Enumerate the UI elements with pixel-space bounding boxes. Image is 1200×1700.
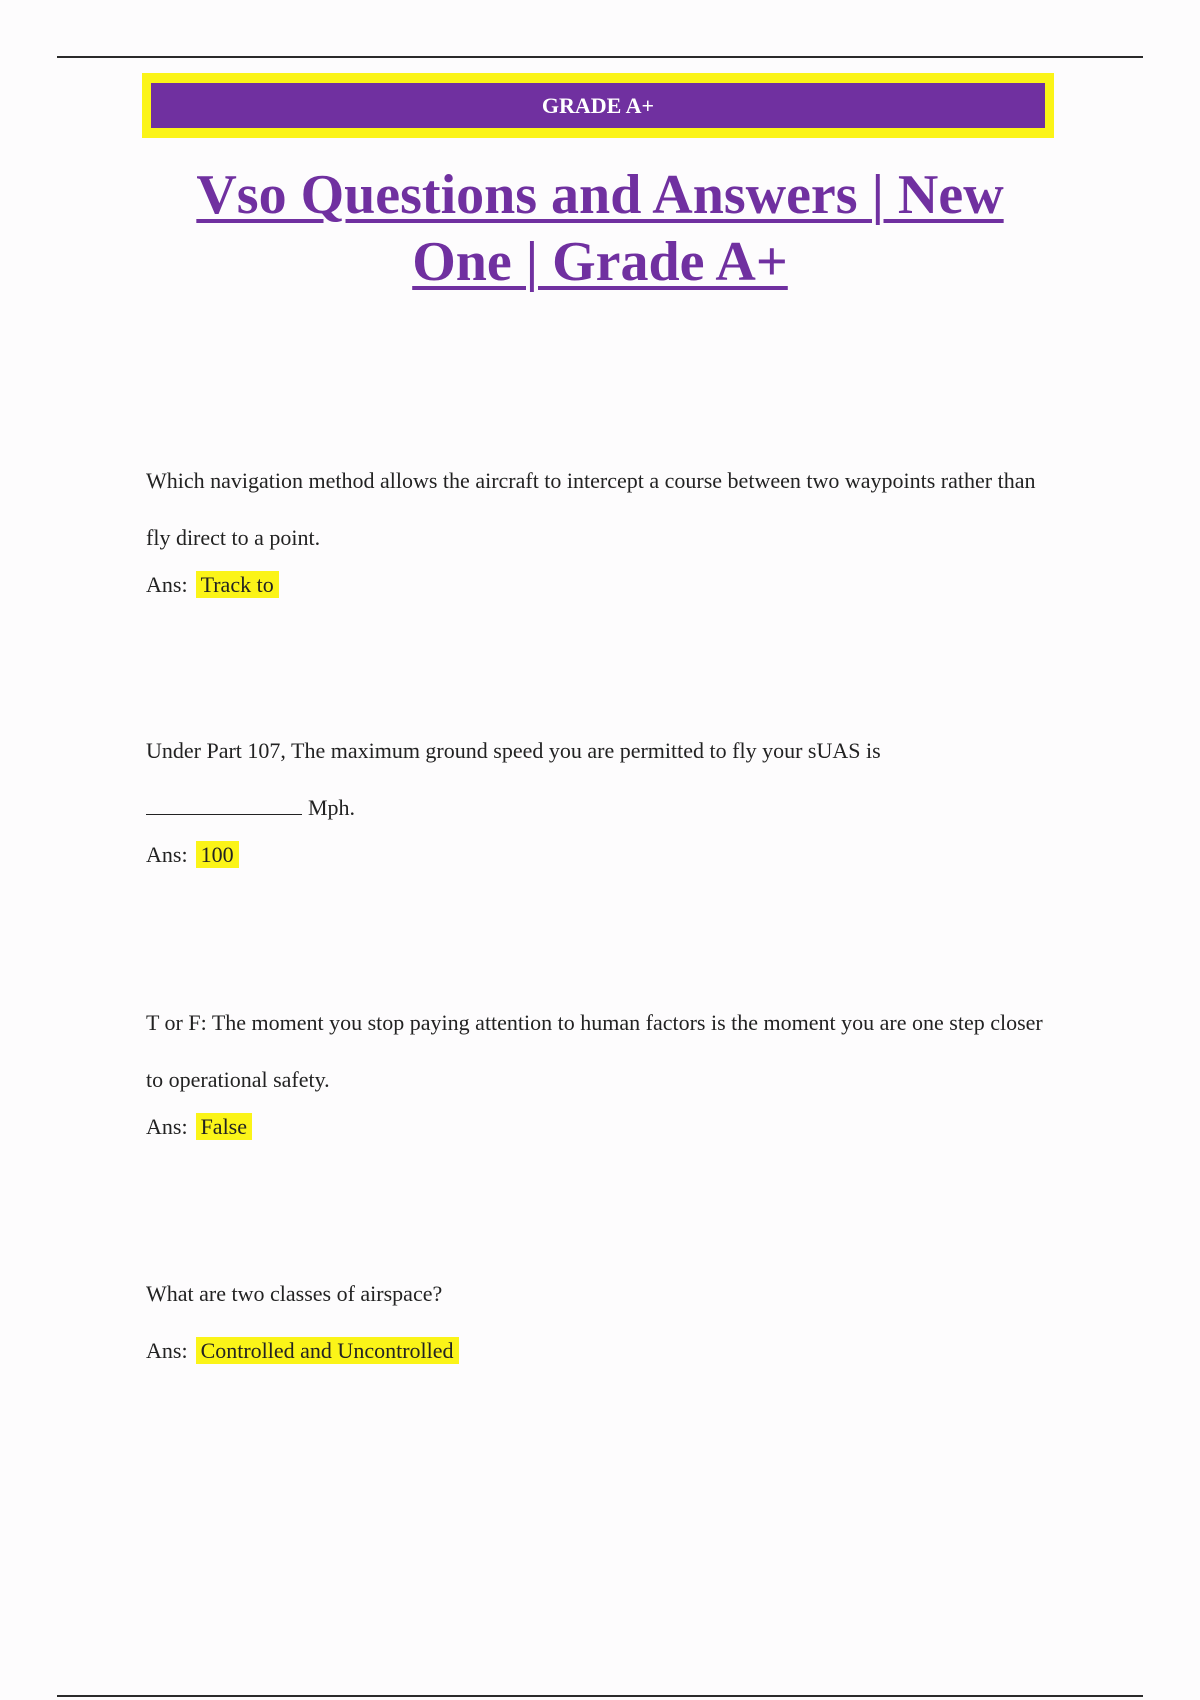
answer-text: Track to	[196, 571, 279, 598]
grade-banner	[142, 73, 1054, 138]
answer-line	[146, 570, 1046, 600]
answer-label: Ans:	[146, 842, 188, 867]
answer-text: Controlled and Uncontrolled	[196, 1337, 459, 1364]
answer-text: 100	[196, 841, 239, 868]
qa-item	[146, 722, 1046, 870]
answer-label: Ans:	[146, 1338, 188, 1363]
answer-label: Ans:	[146, 572, 188, 597]
answer-line	[146, 1336, 1046, 1366]
question-text: T or F: The moment you stop paying attention to human factors is the moment you are one step closer to operational safety.	[146, 1010, 1043, 1092]
question-text: What are two classes of airspace?	[146, 1281, 443, 1306]
question-text-suffix: Mph.	[308, 795, 356, 820]
document-title: Vso Questions and Answers | New One | Grade A+	[196, 164, 1004, 293]
qa-item	[146, 994, 1046, 1142]
answer-line	[146, 840, 1046, 870]
grade-badge-label: GRADE A+	[151, 83, 1045, 128]
answer-text: False	[196, 1113, 252, 1140]
qa-item	[146, 452, 1046, 600]
top-divider	[57, 56, 1143, 58]
question-text-prefix: Under Part 107, The maximum ground speed you are permitted to fly your sUAS is	[146, 738, 881, 763]
question-text	[146, 722, 1046, 836]
qa-item	[146, 1265, 1046, 1366]
bottom-divider	[57, 1695, 1143, 1697]
answer-label: Ans:	[146, 1114, 188, 1139]
answer-blank	[146, 796, 302, 815]
question-text: Which navigation method allows the aircraft to intercept a course between two waypoints rather than fly direct to a point.	[146, 468, 1036, 550]
answer-line	[146, 1112, 1046, 1142]
